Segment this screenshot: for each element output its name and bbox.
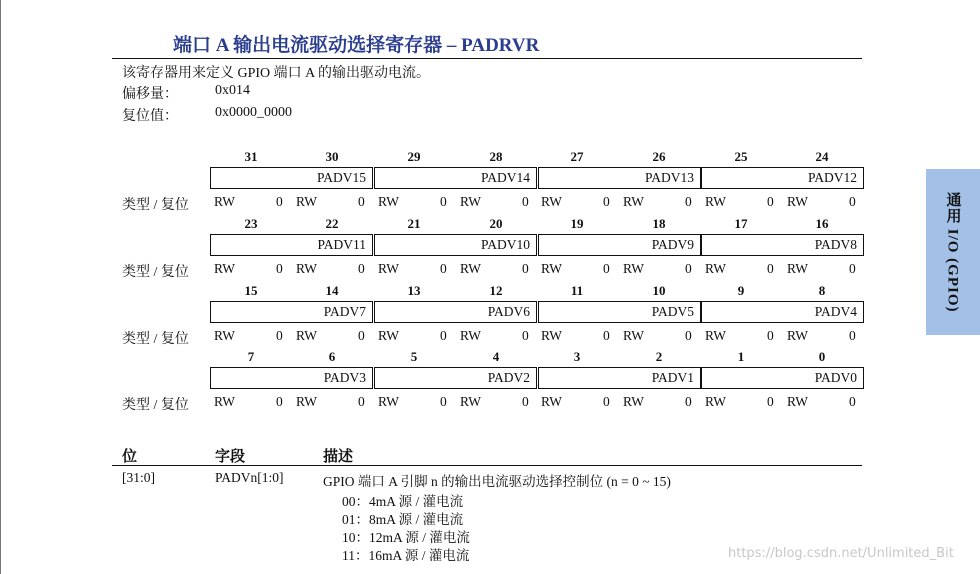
table-header-bit: 位	[122, 449, 138, 465]
access-type: RW	[460, 261, 482, 276]
access-type: RW	[460, 194, 482, 209]
bit-number: 8	[818, 283, 826, 298]
access-type: RW	[787, 194, 809, 209]
reset-value-bit: 0	[440, 394, 447, 409]
register-field	[374, 367, 537, 389]
reset-value-bit: 0	[603, 394, 610, 409]
register-field	[374, 167, 537, 189]
bit-number: 19	[570, 216, 584, 231]
register-field-name: PADV14	[480, 170, 530, 185]
bit-number: 15	[244, 283, 258, 298]
access-type: RW	[787, 261, 809, 276]
register-field-name: PADV4	[814, 304, 857, 319]
access-type: RW	[787, 394, 809, 409]
table-header-field: 字段	[215, 449, 246, 465]
bit-number: 13	[407, 283, 421, 298]
reset-value-bit: 0	[358, 328, 365, 343]
bit-number: 31	[244, 149, 258, 164]
reset-value-bit: 0	[522, 261, 529, 276]
reset-value-bit: 0	[276, 328, 283, 343]
register-field-name: PADV5	[651, 304, 694, 319]
register-field-name: PADV8	[814, 237, 857, 252]
reset-label: 复位值：	[122, 109, 178, 124]
access-type: RW	[378, 261, 400, 276]
access-type: RW	[214, 194, 236, 209]
reset-value-bit: 0	[849, 394, 856, 409]
bit-number: 25	[734, 149, 748, 164]
type-reset-label: 类型 / 复位	[122, 265, 189, 280]
bit-number: 24	[815, 149, 829, 164]
bit-number: 18	[652, 216, 666, 231]
register-field	[701, 167, 864, 189]
left-edge-line	[0, 0, 1, 574]
access-type: RW	[296, 261, 318, 276]
access-type: RW	[787, 328, 809, 343]
register-field	[538, 234, 701, 256]
access-type: RW	[296, 394, 318, 409]
register-field	[210, 234, 373, 256]
access-type: RW	[623, 194, 645, 209]
reset-value-bit: 0	[358, 194, 365, 209]
register-description: 该寄存器用来定义 GPIO 端口 A 的输出驱动电流。	[122, 66, 431, 81]
bit-number: 20	[489, 216, 503, 231]
access-type: RW	[705, 194, 727, 209]
reset-value-bit: 0	[767, 328, 774, 343]
access-type: RW	[460, 328, 482, 343]
access-type: RW	[378, 194, 400, 209]
bit-number: 12	[489, 283, 503, 298]
access-type: RW	[541, 328, 563, 343]
reset-value-bit: 0	[603, 328, 610, 343]
section-side-tab[interactable]	[926, 169, 980, 335]
reset-value-bit: 0	[440, 194, 447, 209]
access-type: RW	[623, 328, 645, 343]
option-11: 11：16mA 源 / 灌电流	[342, 548, 470, 563]
register-field-name: PADV15	[316, 170, 366, 185]
reset-value-bit: 0	[603, 261, 610, 276]
register-field	[538, 167, 701, 189]
bit-number: 26	[652, 149, 666, 164]
bit-number: 22	[325, 216, 339, 231]
register-field	[538, 367, 701, 389]
register-field-name: PADV1	[651, 370, 694, 385]
reset-value-bit: 0	[522, 394, 529, 409]
reset-value-bit: 0	[522, 194, 529, 209]
option-01: 01：8mA 源 / 灌电流	[342, 512, 464, 527]
bit-number: 23	[244, 216, 258, 231]
bit-number: 16	[815, 216, 829, 231]
reset-value-bit: 0	[685, 394, 692, 409]
reset-value-bit: 0	[522, 328, 529, 343]
reset-value-bit: 0	[358, 394, 365, 409]
bit-number: 7	[247, 349, 255, 364]
reset-value: 0x0000_0000	[215, 105, 292, 120]
register-field-name: PADV6	[487, 304, 530, 319]
reset-value-bit: 0	[685, 261, 692, 276]
bit-number: 1	[737, 349, 745, 364]
bit-number: 30	[325, 149, 339, 164]
register-field-name: PADV12	[807, 170, 857, 185]
access-type: RW	[705, 261, 727, 276]
bit-number: 9	[737, 283, 745, 298]
bit-number: 21	[407, 216, 421, 231]
reset-value-bit: 0	[767, 194, 774, 209]
access-type: RW	[623, 261, 645, 276]
reset-value-bit: 0	[358, 261, 365, 276]
table-header-description: 描述	[323, 449, 354, 465]
type-reset-label: 类型 / 复位	[122, 198, 189, 213]
register-field-name: PADV10	[480, 237, 530, 252]
register-field	[374, 301, 537, 323]
access-type: RW	[460, 394, 482, 409]
reset-value-bit: 0	[440, 261, 447, 276]
table-cell-bit: [31:0]	[122, 470, 155, 485]
reset-value-bit: 0	[849, 328, 856, 343]
bit-number: 11	[570, 283, 584, 298]
access-type: RW	[214, 394, 236, 409]
type-reset-label: 类型 / 复位	[122, 332, 189, 347]
register-field	[701, 234, 864, 256]
bit-number: 28	[489, 149, 503, 164]
register-field	[701, 301, 864, 323]
register-field	[210, 367, 373, 389]
bit-number: 10	[652, 283, 666, 298]
type-reset-label: 类型 / 复位	[122, 398, 189, 413]
access-type: RW	[296, 328, 318, 343]
bit-number: 14	[325, 283, 339, 298]
reset-value-bit: 0	[767, 394, 774, 409]
register-field-name: PADV13	[644, 170, 694, 185]
register-field	[210, 167, 373, 189]
reset-value-bit: 0	[767, 261, 774, 276]
access-type: RW	[705, 394, 727, 409]
reset-value-bit: 0	[276, 261, 283, 276]
access-type: RW	[214, 261, 236, 276]
reset-value-bit: 0	[440, 328, 447, 343]
option-00: 00：4mA 源 / 灌电流	[342, 494, 464, 509]
offset-label: 偏移量：	[122, 87, 178, 102]
bit-number: 3	[573, 349, 581, 364]
register-field	[374, 234, 537, 256]
register-field-name: PADV11	[317, 237, 366, 252]
register-field	[210, 301, 373, 323]
reset-value-bit: 0	[276, 194, 283, 209]
reset-value-bit: 0	[603, 194, 610, 209]
register-field-name: PADV0	[814, 370, 857, 385]
table-cell-field: PADVn[1:0]	[215, 470, 284, 485]
register-field-name: PADV2	[487, 370, 530, 385]
access-type: RW	[623, 394, 645, 409]
access-type: RW	[541, 261, 563, 276]
register-field-name: PADV7	[323, 304, 366, 319]
offset-value: 0x014	[215, 83, 250, 98]
reset-value-bit: 0	[849, 194, 856, 209]
register-field	[701, 367, 864, 389]
access-type: RW	[214, 328, 236, 343]
register-field-name: PADV9	[651, 237, 694, 252]
register-field-name: PADV3	[323, 370, 366, 385]
bit-number: 0	[818, 349, 826, 364]
option-10: 10：12mA 源 / 灌电流	[342, 530, 470, 545]
page-title: 端口 A 输出电流驱动选择寄存器 – PADRVR	[173, 35, 540, 56]
bit-number: 2	[655, 349, 663, 364]
reset-value-bit: 0	[685, 194, 692, 209]
access-type: RW	[378, 328, 400, 343]
access-type: RW	[541, 394, 563, 409]
reset-value-bit: 0	[276, 394, 283, 409]
table-header-rule	[112, 465, 862, 466]
bit-number: 4	[492, 349, 500, 364]
access-type: RW	[705, 328, 727, 343]
bit-number: 27	[570, 149, 584, 164]
access-type: RW	[378, 394, 400, 409]
register-field	[538, 301, 701, 323]
watermark-text: https://blog.csdn.net/Unlimited_Bit	[728, 546, 954, 561]
bit-number: 17	[734, 216, 748, 231]
title-underline	[112, 58, 862, 59]
access-type: RW	[541, 194, 563, 209]
access-type: RW	[296, 194, 318, 209]
reset-value-bit: 0	[849, 261, 856, 276]
bit-number: 5	[410, 349, 418, 364]
table-cell-description: GPIO 端口 A 引脚 n 的输出电流驱动选择控制位 (n = 0 ~ 15)	[323, 474, 671, 489]
bit-number: 6	[328, 349, 336, 364]
reset-value-bit: 0	[685, 328, 692, 343]
side-tab-label: 通用 I/O (GPIO)	[944, 191, 961, 313]
bit-number: 29	[407, 149, 421, 164]
